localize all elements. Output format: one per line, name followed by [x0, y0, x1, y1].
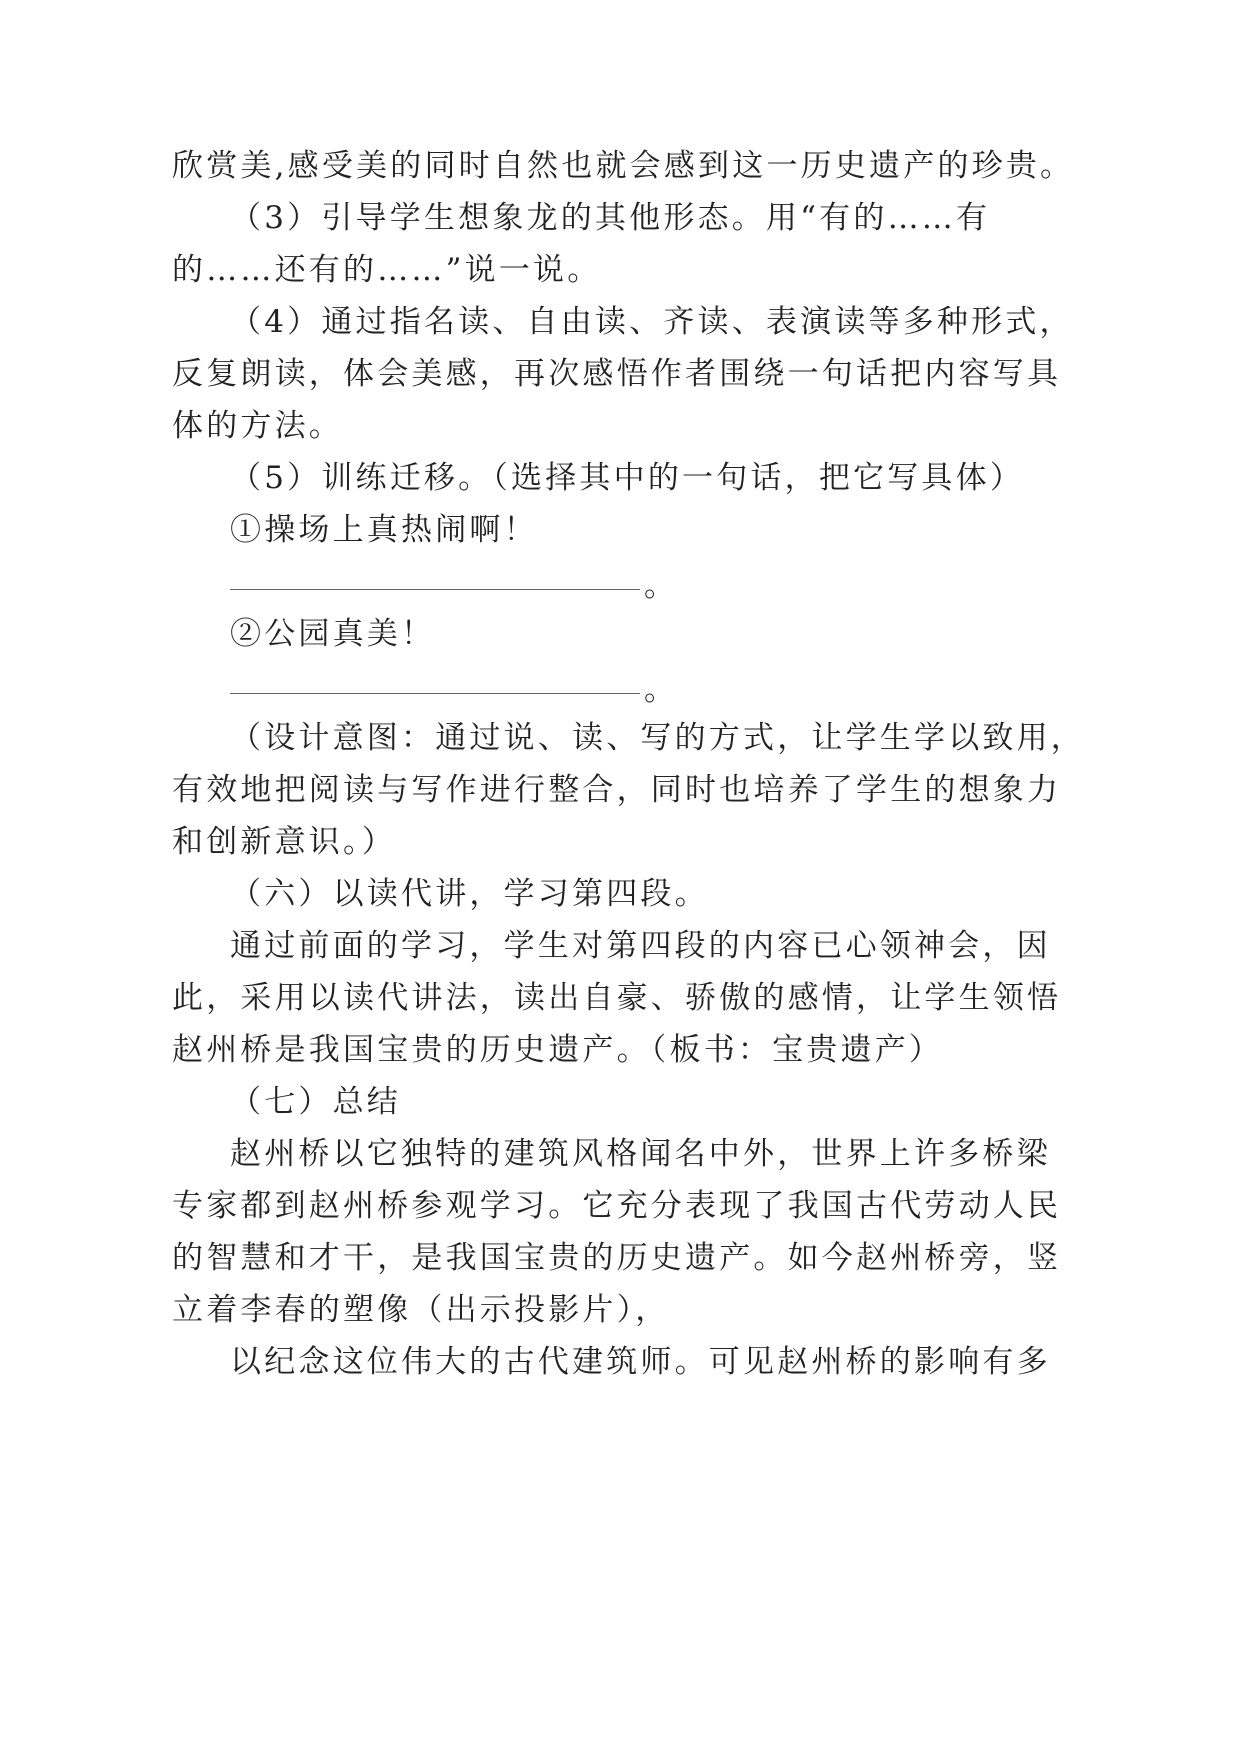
paragraph-line: 专家都到赵州桥参观学习。它充分表现了我国古代劳动人民 [172, 1188, 1062, 1224]
answer-blank-line[interactable] [230, 589, 640, 590]
paragraph-line: 欣赏美,感受美的同时自然也就会感到这一历史遗产的珍贵。 [172, 148, 1075, 184]
paragraph-line: 反复朗读，体会美感，再次感悟作者围绕一句话把内容写具 [172, 356, 1062, 392]
answer-blank-end: 。 [644, 672, 675, 708]
paragraph-line: 有效地把阅读与写作进行整合，同时也培养了学生的想象力 [172, 772, 1062, 808]
paragraph-line: 的……还有的……”说一说。 [172, 252, 602, 288]
paragraph-line: （设计意图：通过说、读、写的方式，让学生学以致用， [230, 720, 1085, 756]
paragraph-line: 立着李春的塑像（出示投影片）， [172, 1292, 670, 1328]
paragraph-line: 通过前面的学习，学生对第四段的内容已心领神会，因 [230, 928, 1051, 964]
paragraph-line: 以纪念这位伟大的古代建筑师。可见赵州桥的影响有多 [230, 1344, 1051, 1380]
section-heading: （七）总结 [230, 1084, 401, 1120]
exercise-sentence: ②公园真美！ [230, 616, 436, 652]
paragraph-line: 赵州桥以它独特的建筑风格闻名中外，世界上许多桥梁 [230, 1136, 1051, 1172]
paragraph-line: 体的方法。 [172, 408, 343, 444]
answer-blank-line[interactable] [230, 693, 640, 694]
paragraph-line: 此，采用以读代讲法，读出自豪、骄傲的感情，让学生领悟 [172, 980, 1062, 1016]
paragraph-line: 赵州桥是我国宝贵的历史遗产。（板书：宝贵遗产） [172, 1032, 944, 1068]
paragraph-line: （4）通过指名读、自由读、齐读、表演读等多种形式， [230, 304, 1074, 340]
paragraph-line: 和创新意识。） [172, 824, 396, 860]
section-heading: （六）以读代讲，学习第四段。 [230, 876, 709, 912]
exercise-sentence: ①操场上真热闹啊！ [230, 512, 538, 548]
answer-blank-end: 。 [644, 568, 675, 604]
paragraph-line: （5）训练迁移。（选择其中的一句话，把它写具体） [230, 460, 1025, 496]
paragraph-line: （3）引导学生想象龙的其他形态。用“有的……有 [230, 200, 991, 236]
paragraph-line: 的智慧和才干，是我国宝贵的历史遗产。如今赵州桥旁，竖 [172, 1240, 1062, 1276]
